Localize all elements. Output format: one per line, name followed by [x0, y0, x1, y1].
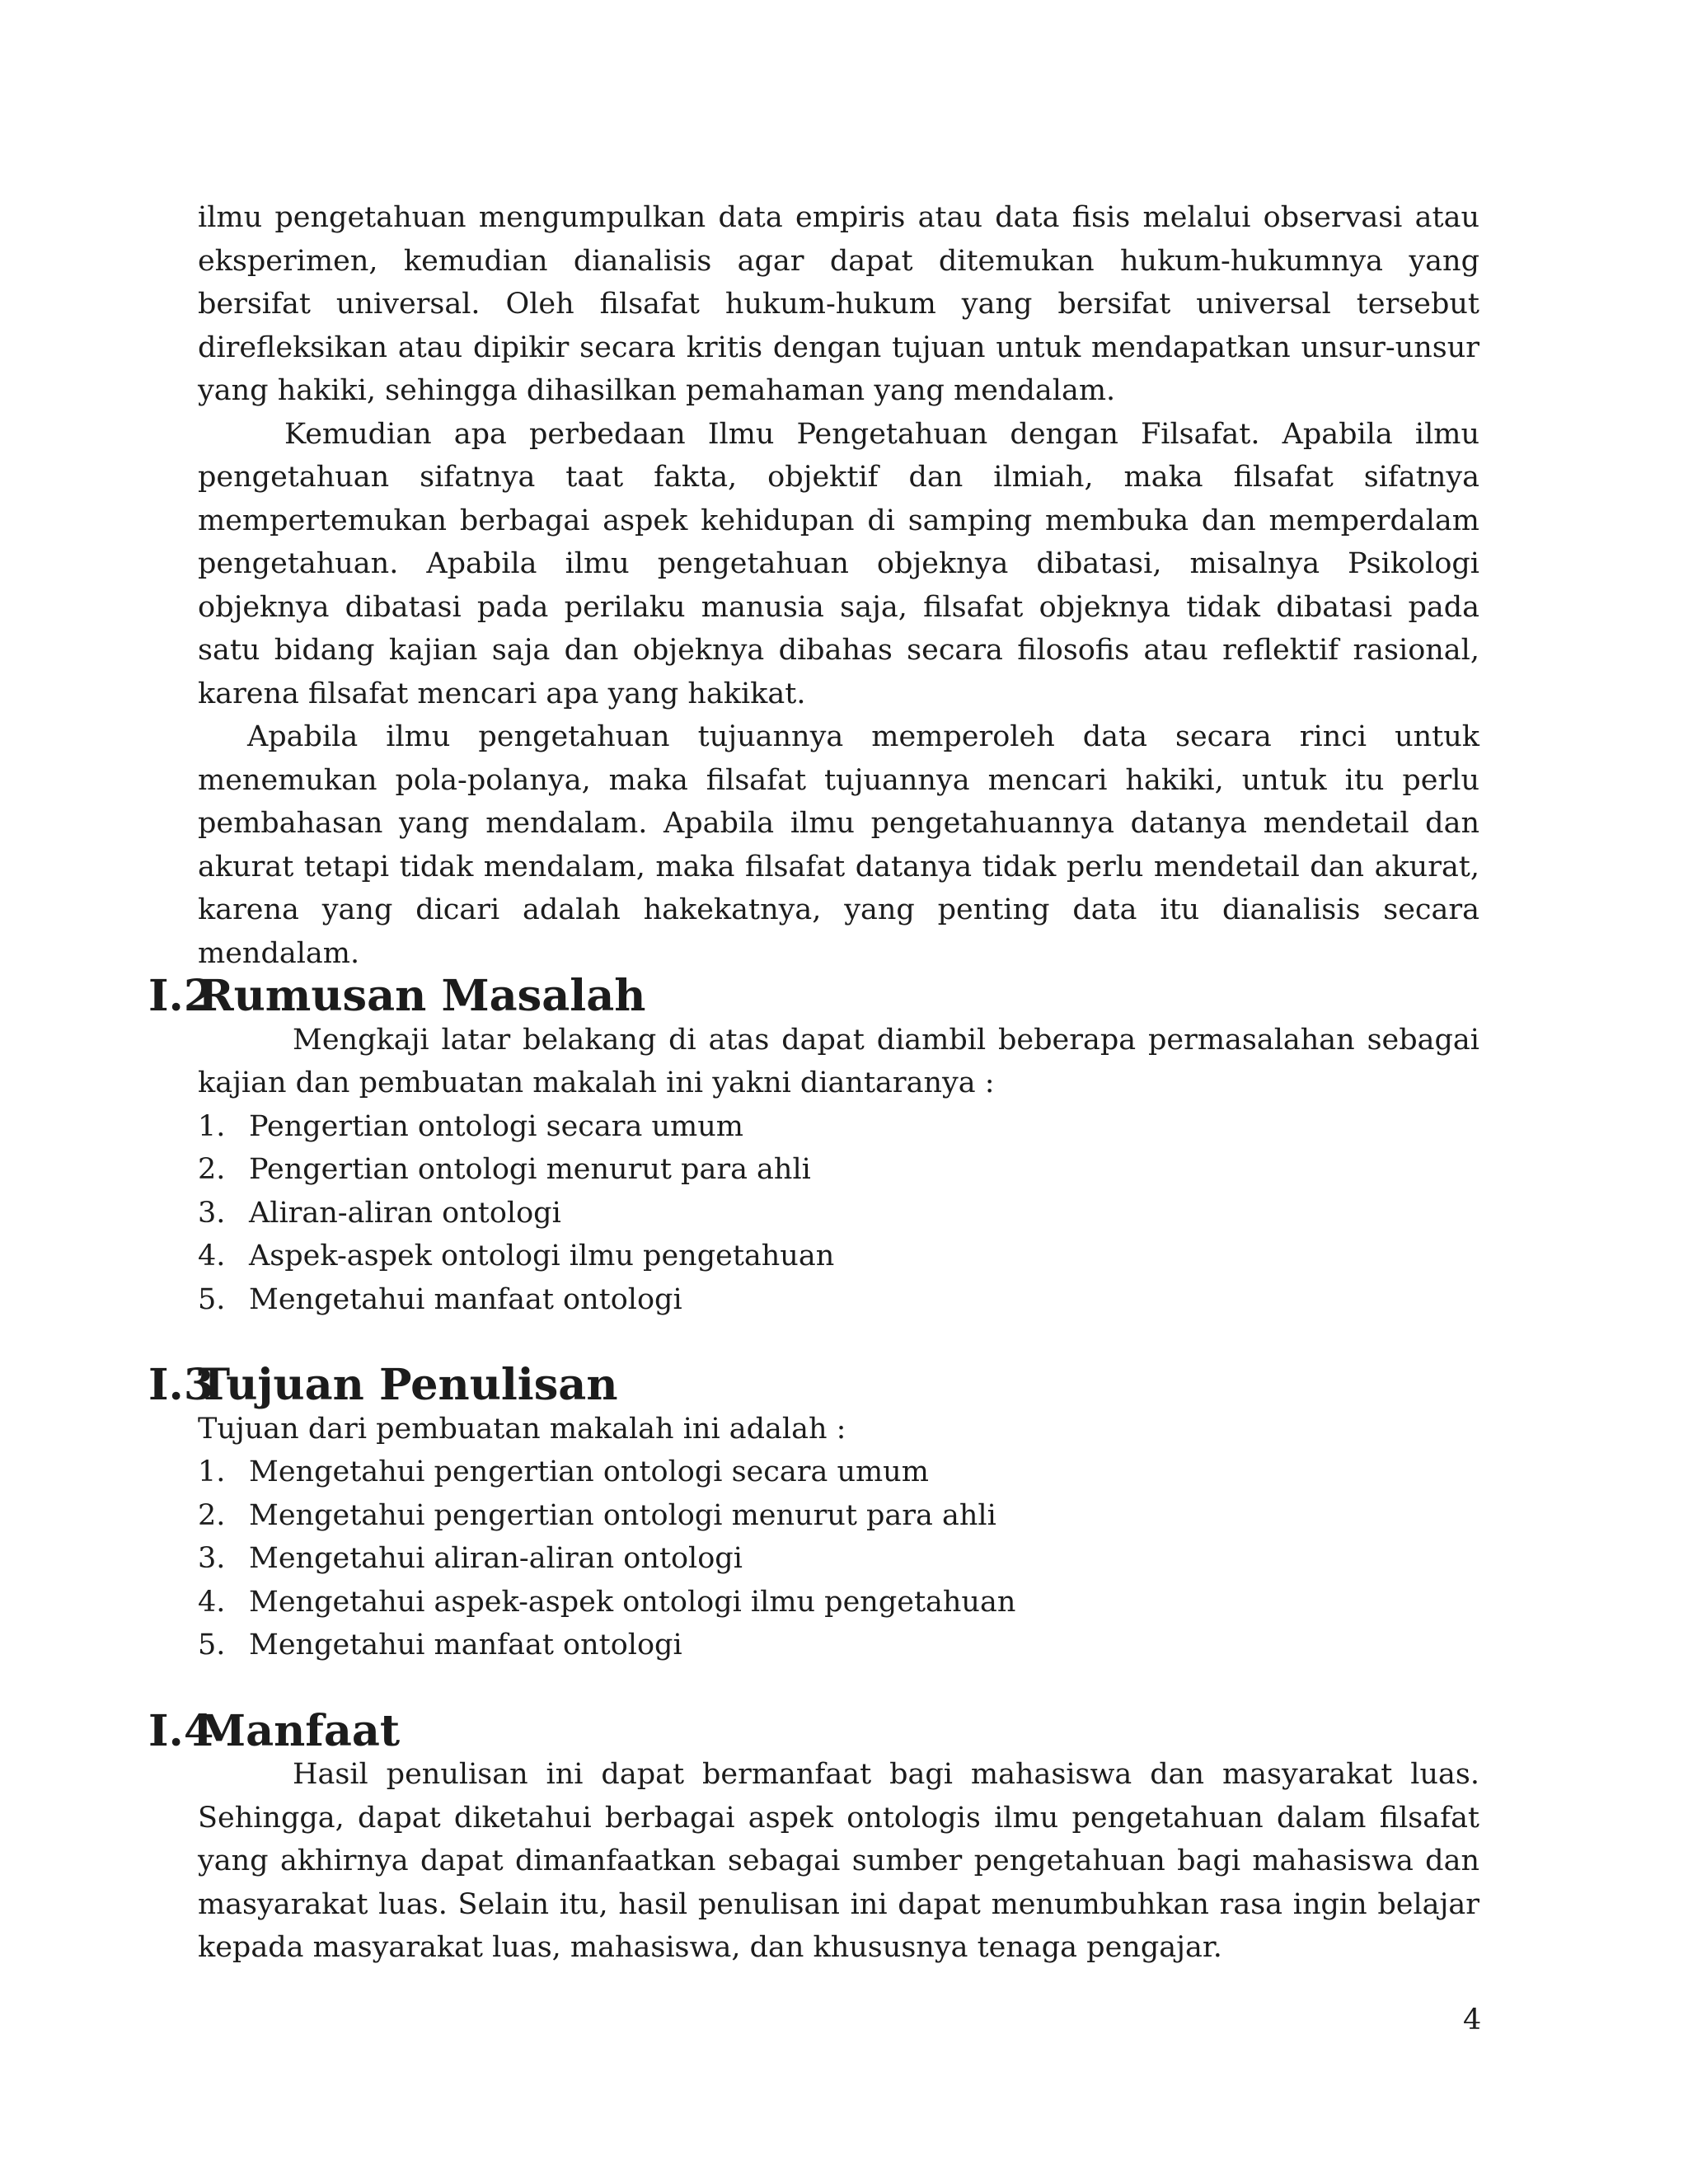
list-item: [198, 1624, 1479, 1667]
list-item-number: 3.: [198, 1196, 226, 1230]
list-item: [198, 1451, 1479, 1494]
list-item-text: Mengetahui manfaat ontologi: [249, 1629, 682, 1661]
list-item-text: Mengetahui aliran-aliran ontologi: [249, 1542, 743, 1575]
section-spacer: [198, 1321, 1479, 1364]
tujuan-list: [198, 1451, 1479, 1667]
list-item-text: Mengetahui pengertian ontologi secara umum: [249, 1455, 929, 1488]
list-item: [198, 1537, 1479, 1581]
rumusan-list: [198, 1105, 1479, 1322]
list-item-number: 5.: [198, 1629, 226, 1661]
section-heading-manfaat: [148, 1705, 1479, 1756]
list-item-text: Mengetahui aspek-aspek ontologi ilmu pengetahuan: [249, 1585, 1016, 1619]
list-item-text: Pengertian ontologi secara umum: [249, 1109, 743, 1143]
tujuan-intro: Tujuan dari pembuatan makalah ini adalah :: [198, 1412, 846, 1446]
list-item-number: 1.: [198, 1109, 226, 1143]
list-item: [198, 1148, 1479, 1192]
section-number: I.4: [148, 1705, 214, 1756]
list-item: [198, 1192, 1479, 1235]
section-spacer: [198, 1667, 1479, 1710]
section-title: Rumusan Masalah: [198, 971, 646, 1021]
list-item: [198, 1105, 1479, 1149]
list-item-number: 3.: [198, 1542, 226, 1575]
list-item: [198, 1581, 1479, 1624]
list-item-text: Aliran-aliran ontologi: [249, 1196, 561, 1230]
page-number: 4: [1463, 2004, 1482, 2036]
list-item-text: Pengertian ontologi menurut para ahli: [249, 1153, 811, 1186]
list-item-number: 4.: [198, 1585, 226, 1619]
section-title: Manfaat: [198, 1705, 401, 1756]
section-heading-rumusan: [148, 971, 1479, 1021]
list-item: [198, 1494, 1479, 1538]
list-item: [198, 1278, 1479, 1322]
section-number: I.3: [148, 1360, 214, 1410]
list-item: [198, 1235, 1479, 1278]
rumusan-intro: Mengkaji latar belakang di atas dapat diambil beberapa permasalahan sebagai kajian dan pembuatan makalah ini yakni diantaranya :: [198, 1023, 1479, 1099]
list-item-number: 1.: [198, 1455, 226, 1488]
list-item-number: 5.: [198, 1282, 226, 1316]
section-number: I.2: [148, 971, 214, 1021]
intro-paragraph-3: Apabila ilmu pengetahuan tujuannya memperoleh data secara rinci untuk menemukan pola-polanya, maka filsafat tujuannya mencari hakiki, untuk itu perlu pembahasan yang mendalam. Apabila ilmu pengetahuannya datanya mendetail dan akurat tetapi tidak mendalam, maka filsafat datanya tidak perlu mendetail dan akurat, karena yang dicari adalah hakekatnya, yang penting data itu dianalisis secara mendalam.: [198, 720, 1479, 970]
list-item-text: Mengetahui pengertian ontologi menurut para ahli: [249, 1498, 996, 1532]
section-title: Tujuan Penulisan: [198, 1360, 618, 1410]
intro-paragraph-1: ilmu pengetahuan mengumpulkan data empiris atau data fisis melalui observasi atau eksperimen, kemudian dianalisis agar dapat ditemukan hukum-hukumnya yang bersifat universal. Oleh filsafat hukum-hukum yang bersifat universal tersebut direfleksikan atau dipikir secara kritis dengan tujuan untuk mendapatkan unsur-unsur yang hakiki, sehingga dihasilkan pemahaman yang mendalam.: [198, 201, 1479, 407]
list-item-number: 2.: [198, 1153, 226, 1186]
section-heading-tujuan: [148, 1360, 1479, 1410]
list-item-text: Aspek-aspek ontologi ilmu pengetahuan: [249, 1240, 835, 1272]
intro-paragraph-2: Kemudian apa perbedaan Ilmu Pengetahuan dengan Filsafat. Apabila ilmu pengetahuan sifatnya taat fakta, objektif dan ilmiah, maka filsafat sifatnya mempertemukan berbagai aspek kehidupan di samping membuka dan memperdalam pengetahuan. Apabila ilmu pengetahuan objeknya dibatasi, misalnya Psikologi objeknya dibatasi pada perilaku manusia saja, filsafat objeknya tidak dibatasi pada satu bidang kajian saja dan objeknya dibahas secara filosofis atau reflektif rasional, karena filsafat mencari apa yang hakikat.: [198, 417, 1479, 710]
list-item-number: 4.: [198, 1240, 226, 1272]
manfaat-body: Hasil penulisan ini dapat bermanfaat bagi mahasiswa dan masyarakat luas. Sehingga, dapat diketahui berbagai aspek ontologis ilmu pengetahuan dalam filsafat yang akhirnya dapat dimanfaatkan sebagai sumber pengetahuan bagi mahasiswa dan masyarakat luas. Selain itu, hasil penulisan ini dapat menumbuhkan rasa ingin belajar kepada masyarakat luas, mahasiswa, dan khususnya tenaga pengajar.: [198, 1758, 1479, 1964]
list-item-number: 2.: [198, 1498, 226, 1532]
page-content: [148, 196, 1479, 1970]
list-item-text: Mengetahui manfaat ontologi: [249, 1282, 682, 1316]
